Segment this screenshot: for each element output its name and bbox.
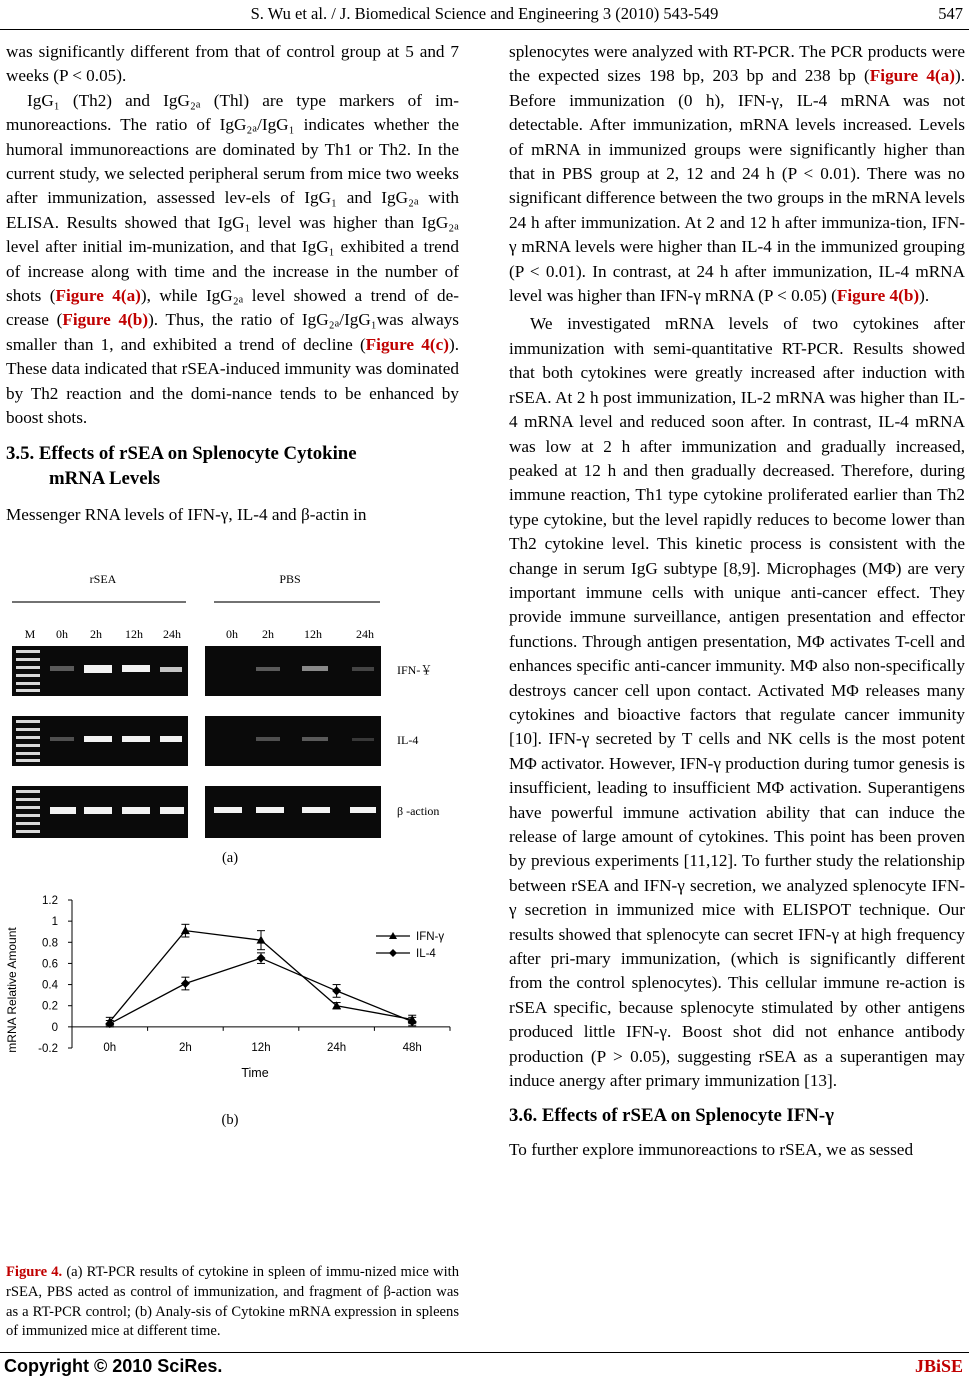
- chart-y-tick-label: 1.2: [42, 895, 58, 907]
- gel-lane-label: 0h: [226, 627, 238, 641]
- gel-lane-label: 2h: [90, 627, 102, 641]
- gel-lane-marker: M: [24, 627, 36, 641]
- footer-rule: [0, 1352, 969, 1353]
- gel-group-label-pbs: PBS: [279, 572, 301, 586]
- gel-lane-label: 24h: [163, 627, 181, 641]
- paragraph: IgG₁ (Th2) and IgG₂ₐ (Thl) are type markers of im-munoreactions. The ratio of IgG₂ₐ/IgG₁ indicates whether the humoral immunoreactions are dominated by Th1 or Th2. In the current study, we selected peripheral serum from mice two weeks after immunization, assessed lev-els of IgG₁ and IgG₂ₐ with ELISA. Results showed that IgG₁ level was higher than IgG₂ₐ level after initial im-munization, and that IgG₁ exhibited a trend of increase along with time and the increase in the number of shots (Figure 4(a)), while IgG₂ₐ level showed a trend of de-crease (Figure 4(b)). Thus, the ratio of IgG₂ₐ/IgG₁was always smaller than 1, and exhibited a trend of decline (Figure 4(c)). These data indicated that rSEA-induced immunity was dominated by Th2 reaction and the domi-nance tends to be enhanced by boost shots.: [6, 90, 459, 428]
- gel-lane-label: 12h: [304, 627, 322, 641]
- paragraph: Messenger RNA levels of IFN-γ, IL-4 and β-actin in: [6, 504, 367, 524]
- right-column: [509, 40, 965, 1163]
- journal-abbreviation: JBiSE: [914, 1356, 963, 1376]
- chart-x-tick-label: 0h: [103, 1041, 117, 1054]
- chart-y-tick-label: 0.8: [42, 937, 58, 950]
- chart-y-tick-label: -0.2: [38, 1043, 58, 1055]
- chart-x-axis-label: Time: [241, 1066, 269, 1080]
- chart-y-tick-label: 1: [51, 916, 58, 929]
- running-title: S. Wu et al. / J. Biomedical Science and Engineering 3 (2010) 543-549: [250, 4, 719, 23]
- left-column: [6, 40, 459, 527]
- paragraph: splenocytes were analyzed with RT-PCR. The PCR products were the expected sizes 198 bp, 203 bp and 238 bp (Figure 4(a)). Before immunization (0 h), IFN-γ, IL-4 mRNA was not detectable. After immunization, mRNA levels increased. Levels of mRNA in immunized groups were significantly higher than that in PBS group at 2, 12 and 24 h (P < 0.01). There was no significant difference between the two groups in the mRNA levels 24 h after immunization. At 2 and 12 h after immuniza-tion, IFN-γ mRNA levels were higher than IL-4 in the immunized grouping (P < 0.01). In contrast, at 24 h after immunization, IL-4 mRNA level was higher than IFN-γ mRNA (P < 0.05) (Figure 4(b)).: [509, 42, 965, 306]
- gel-row-label: IL-4: [397, 733, 419, 747]
- chart-y-tick-label: 0: [51, 1021, 58, 1034]
- figure-ref-link[interactable]: Figure 4(c): [365, 334, 449, 354]
- legend-entry: IL-4: [416, 948, 436, 960]
- section-heading: 3.6. Effects of rSEA on Splenocyte IFN-γ: [509, 1105, 834, 1127]
- figure-ref-link[interactable]: Figure 4(b): [836, 286, 920, 306]
- line-chart: [0, 880, 470, 1085]
- page-number: 547: [938, 4, 963, 23]
- paragraph: We investigated mRNA levels of two cytokines after immunization with semi-quantitative RT-PCR. Results showed that both cytokines were greatly increased after induction with rSEA. At 2 h post immunization, IL-2 mRNA was higher than IL-4 mRNA level and reduced soon after. In contrast, IL-4 mRNA was low at 2 h after immunization and gradually increased, peaked at 12 h and then gradually decreased. Therefore, during immune reaction, Th1 type cytokine proliferated earlier than Th2 type cytokine, but the level rapidly reduces to become lower than Th2 cytokine level. This kinetic process is consistent with the change in serum IgG subtype [8,9]. Microphages (MΦ) are very important immune cells with unique anti-cancer effect. They provide immune surveillance, antigen presentation and effector functions. Through antigen presentation, MΦ activates T-cell and enhances specific anti-cancer immunity. MΦ also non-specifically destroys cancer cell upon contact. Activated MΦ releases many cytokines and bioactive factors that regulate cancer immunity [10]. IFN-γ secreted by T cells and NK cells is the most potent MΦ activator. However, IFN-γ production during tumor genesis is insufficient, leading to insufficient MΦ activation. Superantigens have powerful immune activation ability that can induce the release of large amount of cytokines. This point has been proven by previous experiments [11,12]. To further study the relationship between rSEA and IFN-γ secretion, we analyzed splenocyte IFN-γ secretion in immunized mice with ELISPOT technique. Our results showed that splenocyte can secret IFN-γ at high frequency after pri-mary immunization, (which is significantly different from the control splenocytes). This cellular immune re-action is rSEA specific, because splenocyte stimulated by other antigens produced little IFN-γ. Boost shot did not enhance antibody production (P > 0.05), suggesting rSEA as a superantigen may induce anergy after primary immunization [13].: [509, 314, 965, 1091]
- gel-lane-label: 24h: [356, 627, 374, 641]
- gel-lane-label: 2h: [262, 627, 274, 641]
- chart-x-tick-label: 48h: [402, 1041, 422, 1054]
- figure-panel-label-a: (a): [221, 850, 239, 866]
- figure-panel-label-b: (b): [221, 1112, 239, 1128]
- running-header: [0, 4, 969, 28]
- chart-x-tick-label: 24h: [327, 1041, 347, 1054]
- paragraph: To further explore immunoreactions to rSEA, we as sessed: [509, 1140, 914, 1160]
- gel-row-label: β -action: [397, 804, 440, 818]
- chart-y-tick-label: 0.2: [42, 1000, 58, 1013]
- gel-lane-label: 12h: [125, 627, 143, 641]
- figure-ref-link[interactable]: Figure 4(a): [869, 66, 955, 86]
- gel-electrophoresis-image: [0, 568, 470, 858]
- gel-group-label-rsea: rSEA: [89, 572, 117, 586]
- data-point-triangle: [181, 926, 190, 934]
- copyright-notice: Copyright © 2010 SciRes.: [4, 1356, 223, 1376]
- paragraph: was significantly different from that of control group at 5 and 7 weeks (P < 0.05).: [6, 42, 459, 86]
- chart-x-tick-label: 12h: [251, 1041, 271, 1054]
- chart-legend: [376, 931, 444, 960]
- gel-row-label: IFN-￥: [397, 663, 433, 677]
- figure-ref-link[interactable]: Figure 4(b): [62, 310, 149, 330]
- data-point-diamond: [257, 954, 266, 963]
- chart-y-tick-label: 0.6: [42, 958, 58, 971]
- section-heading: 3.5. Effects of rSEA on Splenocyte Cytokine mRNA Levels: [6, 442, 357, 489]
- footer: [0, 1356, 969, 1382]
- data-point-diamond: [332, 986, 341, 995]
- figure-ref-link[interactable]: Figure 4(a): [55, 286, 141, 306]
- chart-y-axis-label: mRNA Relative Amount: [5, 927, 19, 1053]
- gel-lane-label: 0h: [56, 627, 68, 641]
- chart-y-tick-label: 0.4: [42, 979, 58, 992]
- legend-entry: IFN-γ: [416, 931, 445, 943]
- caption-figure-label: Figure 4.: [6, 1264, 63, 1280]
- data-point-diamond: [181, 979, 190, 988]
- header-rule: [0, 29, 969, 30]
- figure-caption: Figure 4. (a) RT-PCR results of cytokine in spleen of immu-nized mice with rSEA, PBS acted as control of immunization, and fragment of β-action was as a RT-PCR control; (b) Analy-sis of Cytokine mRNA expression in spleens of immunized mice at different time.: [6, 1264, 459, 1340]
- chart-x-tick-label: 2h: [179, 1041, 192, 1054]
- legend-marker-diamond: [389, 949, 397, 957]
